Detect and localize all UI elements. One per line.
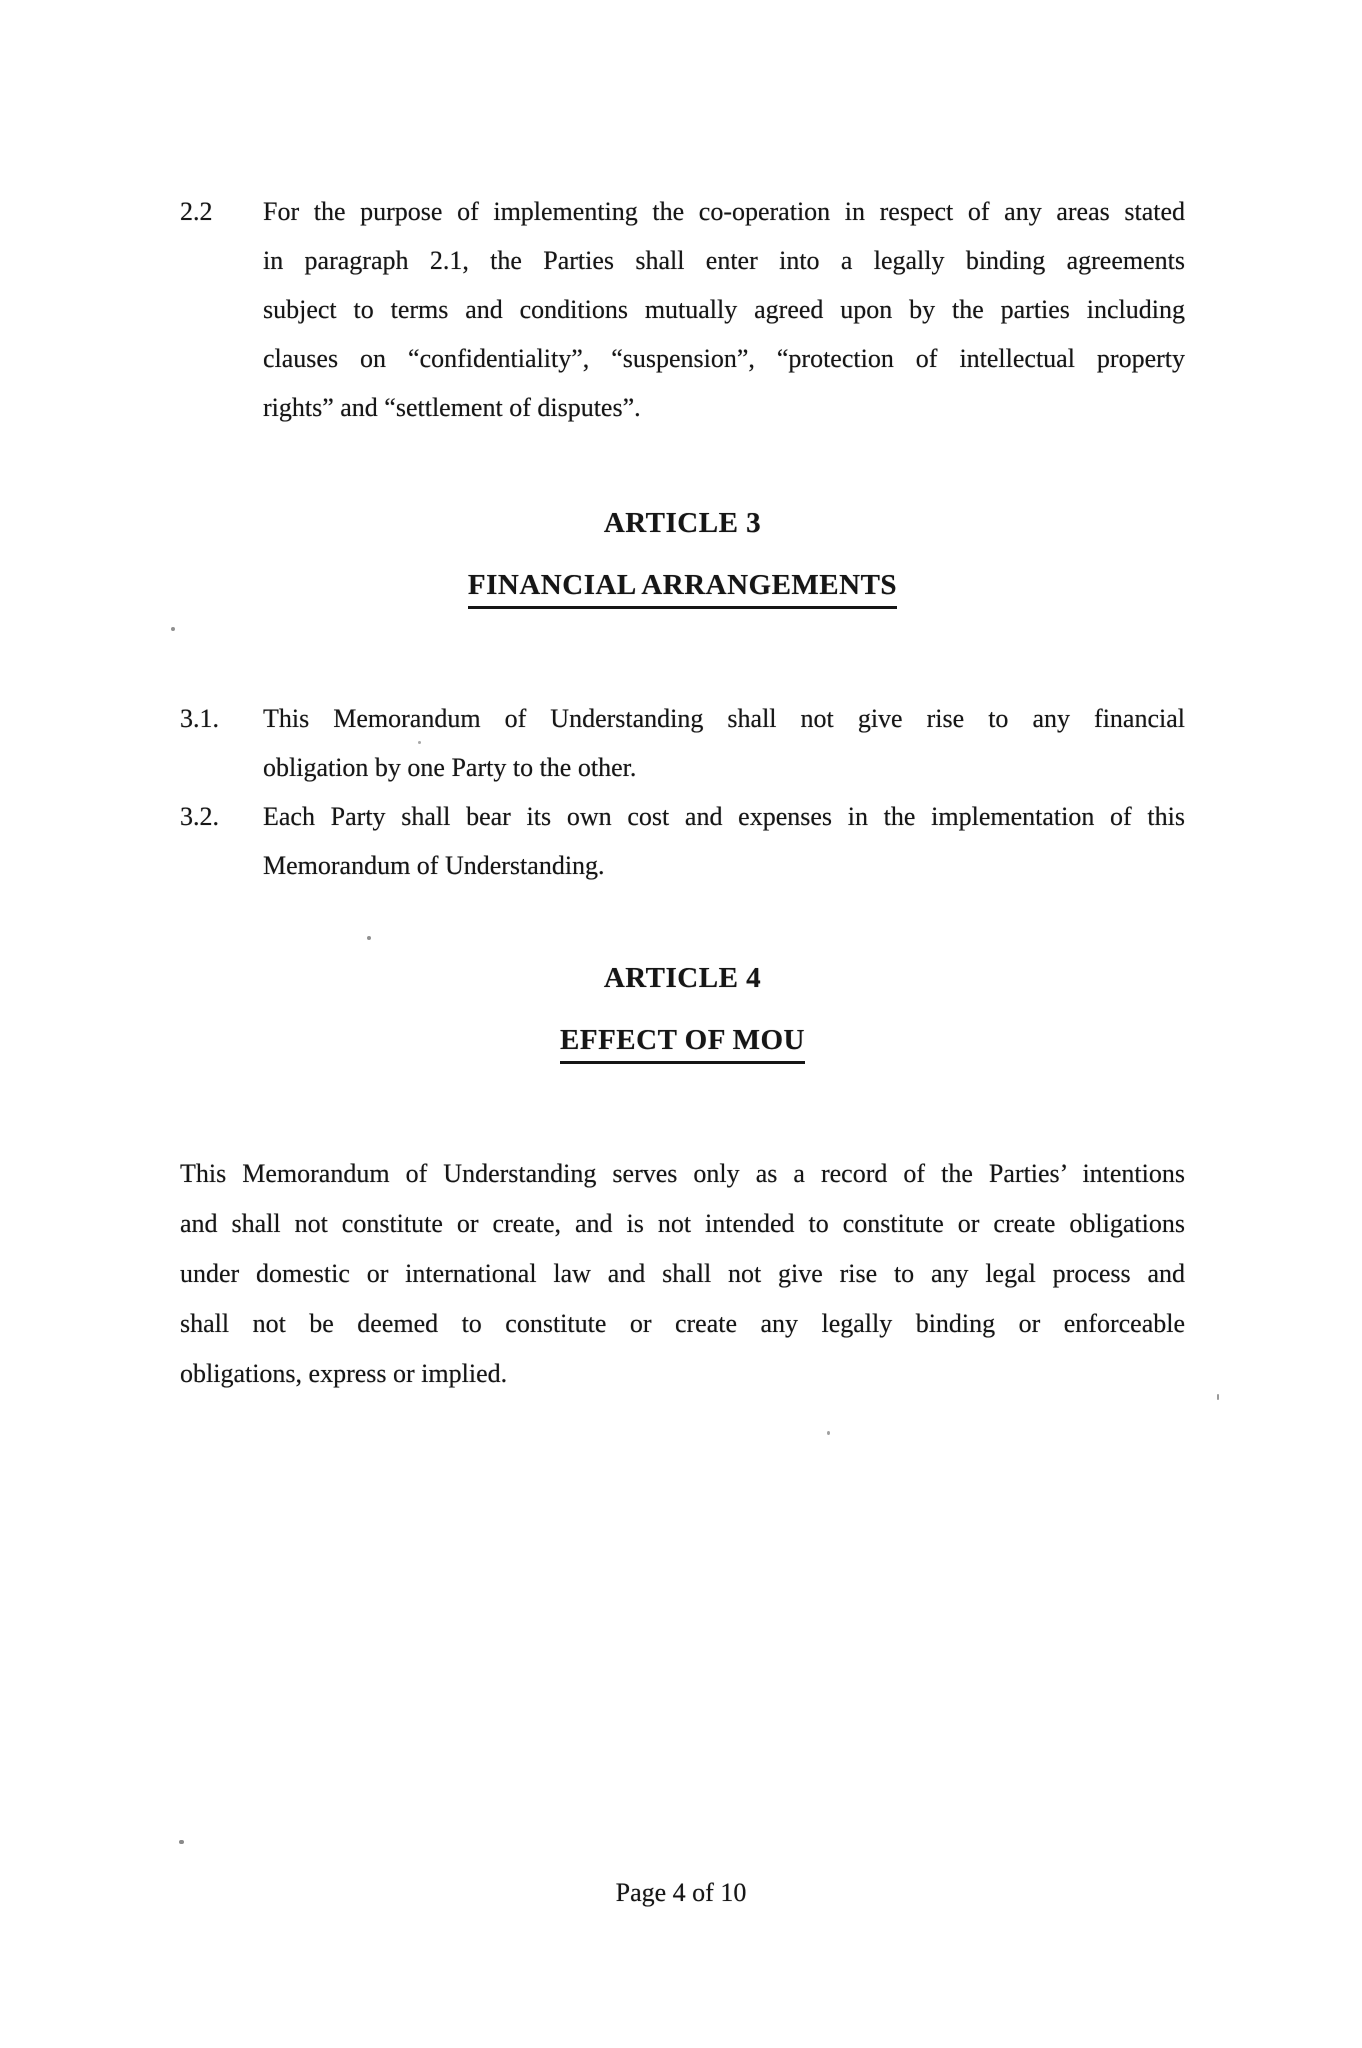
clause-body [263, 792, 1185, 890]
article-3-subtitle-text: FINANCIAL ARRANGEMENTS [468, 567, 897, 609]
article-4-title: ARTICLE 4 [603, 962, 762, 994]
scan-speck [179, 1840, 184, 1844]
text-line: This Memorandum of Understanding serves only as a record of the Parties’ intentions [180, 1159, 1185, 1188]
text-line: and shall not constitute or create, and is not intended to constitute or create obligations [180, 1209, 1185, 1238]
clause-3-2 [180, 792, 1185, 890]
clause-body [263, 187, 1185, 432]
effect-of-mou-paragraph [180, 1149, 1185, 1399]
clause-number: 3.2. [180, 802, 219, 831]
article-4-subtitle [180, 1022, 1185, 1064]
article-3-subtitle [180, 567, 1185, 609]
text-line: Each Party shall bear its own cost and expenses in the implementation of this [263, 802, 1185, 831]
text-line: obligation by one Party to the other. [263, 753, 637, 782]
page-number-footer: Page 4 of 10 [615, 1878, 747, 1907]
scan-speck [367, 936, 371, 940]
text-line: rights” and “settlement of disputes”. [263, 393, 641, 422]
text-line: subject to terms and conditions mutually agreed upon by the parties including [263, 295, 1185, 324]
clause-number: 2.2 [180, 197, 213, 226]
clause-number: 3.1. [180, 704, 219, 733]
text-line: For the purpose of implementing the co-operation in respect of any areas stated [263, 197, 1185, 226]
article-3-title: ARTICLE 3 [603, 507, 762, 539]
text-line: shall not be deemed to constitute or create any legally binding or enforceable [180, 1309, 1185, 1338]
clause-3-1 [180, 694, 1185, 792]
text-line: in paragraph 2.1, the Parties shall enter into a legally binding agreements [263, 246, 1185, 275]
text-line: Memorandum of Understanding. [263, 851, 605, 880]
text-line: obligations, express or implied. [180, 1359, 508, 1388]
clause-body [263, 694, 1185, 792]
scan-speck [171, 627, 175, 631]
article-4-subtitle-text: EFFECT OF MOU [560, 1022, 805, 1064]
clause-2-2 [180, 187, 1185, 432]
text-line: under domestic or international law and shall not give rise to any legal process and [180, 1259, 1185, 1288]
article-3-heading [180, 505, 1185, 541]
scan-speck [827, 1431, 830, 1435]
text-line: clauses on “confidentiality”, “suspension”, “protection of intellectual property [263, 344, 1185, 373]
scan-speck [418, 741, 421, 744]
article-4-heading [180, 960, 1185, 996]
scan-speck [1217, 1394, 1219, 1400]
text-line: This Memorandum of Understanding shall not give rise to any financial [263, 704, 1185, 733]
